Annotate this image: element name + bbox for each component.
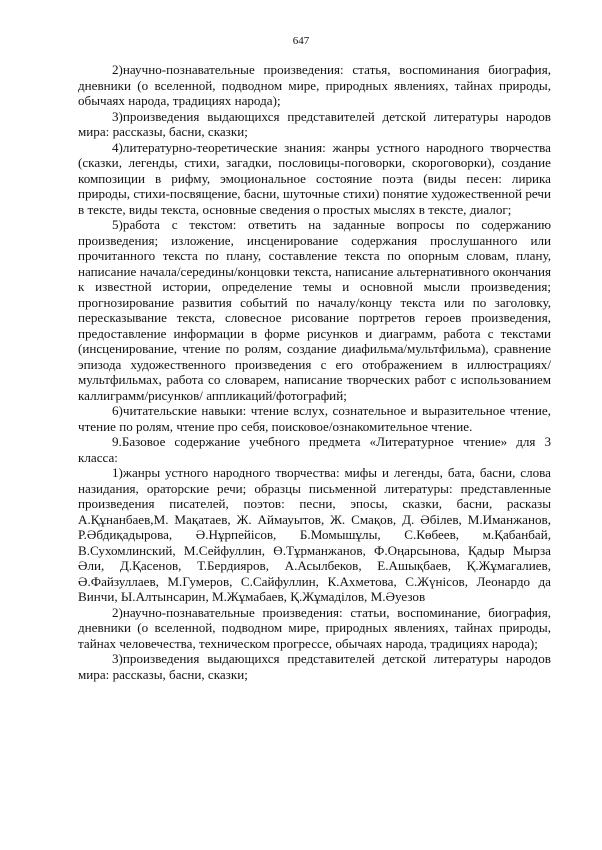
paragraph-scientific-works: 2)научно-познавательные произведения: статья, воспоминания биография, дневники (о вселенной, подводном мире, природных явлениях, тайнах природы, обычаях народа, традициях народа); xyxy=(78,62,551,108)
paragraph-text-work: 5)работа с текстом: ответить на заданные вопросы по содержанию произведения; изложение, инсценирование содержания прослушанного или прочитанного текста по плану, составление текста по опорным словам, плану, написание начала/середины/концовки текста, написание альтернативного окончания к известной истории, определение темы и основной мысли произведения; прогнозирование развития событий по началу/концу текста или по заголовку, пересказывание текста, словесное рисование портретов героев произведения, предоставление информации в форме рисунков и диаграмм, работа с текстами (инсценирование, чтение по ролям, создание диафильма/мультфильма), сравнение эпизода художественного произведения с его отображением в иллюстрациях/мультфильмах, работа со словарем, написание творческих работ с использованием каллиграмм/рисунков/ аппликаций/фотографий; xyxy=(78,217,551,403)
paragraph-literary-theory: 4)литературно-теоретические знания: жанры устного народного творчества (сказки, легенды, стихи, загадки, пословицы-поговорки, скороговорки), создание композиции в рифму, эмоциональное состояние поэта (виды песен: лирика природы, стихи-посвящение, басни, шуточные стихи) понятие художественной речи в тексте, виды текста, основные сведения о простых мыслях в тексте, диалог; xyxy=(78,139,551,217)
paragraph-folk-genres: 1)жанры устного народного творчества: мифы и легенды, бата, басни, слова назидания, ораторские речи; образцы письменной литературы: представленные произведения писателей, поэтов: песни, эпосы, сказки, басни, расказы А.Құнанбаев,М. Мақатаев, Ж. Аймауытов, Ж. Смақов, Д. Әбілев, М.Иманжанов, Р.Әбдиқадырова, Ә.Нұрпейісов, Б.Момышұлы, С.Көбеев, м.Қабанбай, В.Сухомлинский, М.Сейфуллин, Ө.Тұрманжанов, Ф.Оңарсынова, Қадыр Мырза Әли, Д.Қасенов, Т.Бердияров, А.Асылбеков, Е.Ашықбаев, Қ.Жұмагалиев, Ә.Файзуллаев, М.Гумеров, С.Сайфуллин, К.Ахметова, С.Жүнісов, Леонардо да Винчи, Ы.Алтынсарин, М.Жұмабаев, Қ.Жұмаділов, М.Әуезов xyxy=(78,465,551,604)
paragraph-world-literature-grade-3: 3)произведения выдающихся представителей детской литературы народов мира: рассказы, басни, сказки; xyxy=(78,651,551,682)
paragraph-reading-skills: 6)читательские навыки: чтение вслух, сознательное и выразительное чтение, чтение по ролям, чтение про себя, поисковое/ознакомительное чтение. xyxy=(78,403,551,434)
paragraph-world-literature: 3)произведения выдающихся представителей детской литературы народов мира: рассказы, басни, сказки; xyxy=(78,108,551,139)
section-heading-grade-3: 9.Базовое содержание учебного предмета «Литературное чтение» для 3 класса: xyxy=(78,434,551,465)
paragraph-scientific-works-grade-3: 2)научно-познавательные произведения: статьи, воспоминание, биография, дневники (о вселенной, подводном мире, природных явлениях, тайнах природы, тайнах человечества, техническом прогрессе, обычаях народа, традициях народа); xyxy=(78,604,551,651)
page-number: 647 xyxy=(292,35,310,47)
page-body xyxy=(78,62,551,682)
